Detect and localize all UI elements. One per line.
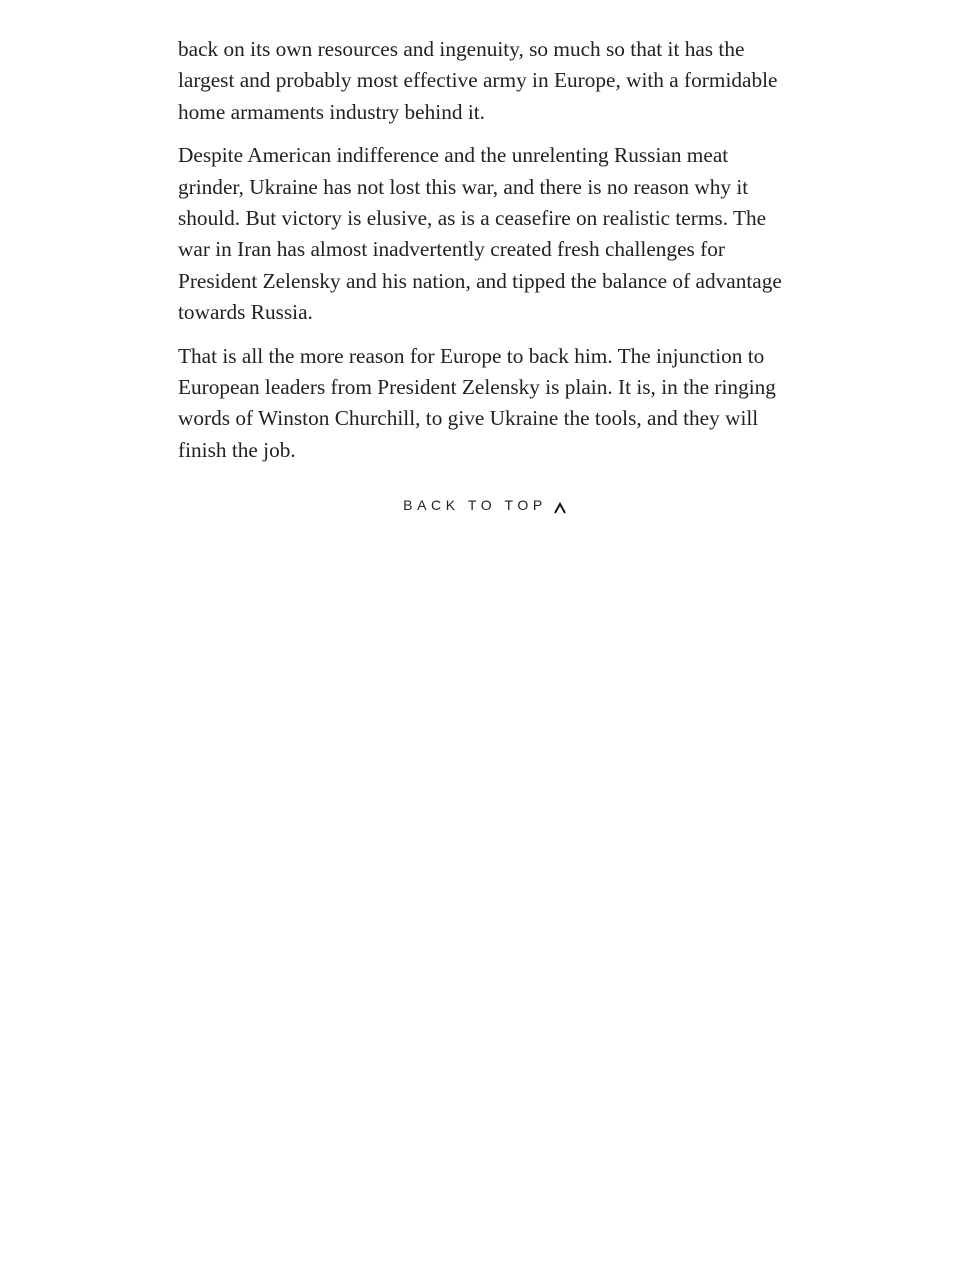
back-to-top-link[interactable]: [0, 493, 960, 517]
article-paragraph: Despite American indifference and the unrelenting Russian meat grinder, Ukraine has not lost this war, and there is no reason why it should. But victory is elusive, as is a ceasefire on realistic terms. The war in Iran has almost inadvertently created fresh challenges for President Zelensky and his nation, and tipped the balance of advantage towards Russia.: [178, 143, 782, 324]
article-paragraph: back on its own resources and ingenuity, so much so that it has the largest and probably most effective army in Europe, with a formidable home armaments industry behind it.: [178, 37, 778, 124]
back-to-top-label: BACK TO TOP: [403, 497, 547, 513]
article-paragraph: That is all the more reason for Europe to back him. The injunction to European leaders from President Zelensky is plain. It is, in the ringing words of Winston Churchill, to give Ukraine the tools, and they will finish the job.: [178, 343, 776, 462]
article-body: [178, 34, 788, 478]
caret-up-icon: [553, 502, 567, 514]
